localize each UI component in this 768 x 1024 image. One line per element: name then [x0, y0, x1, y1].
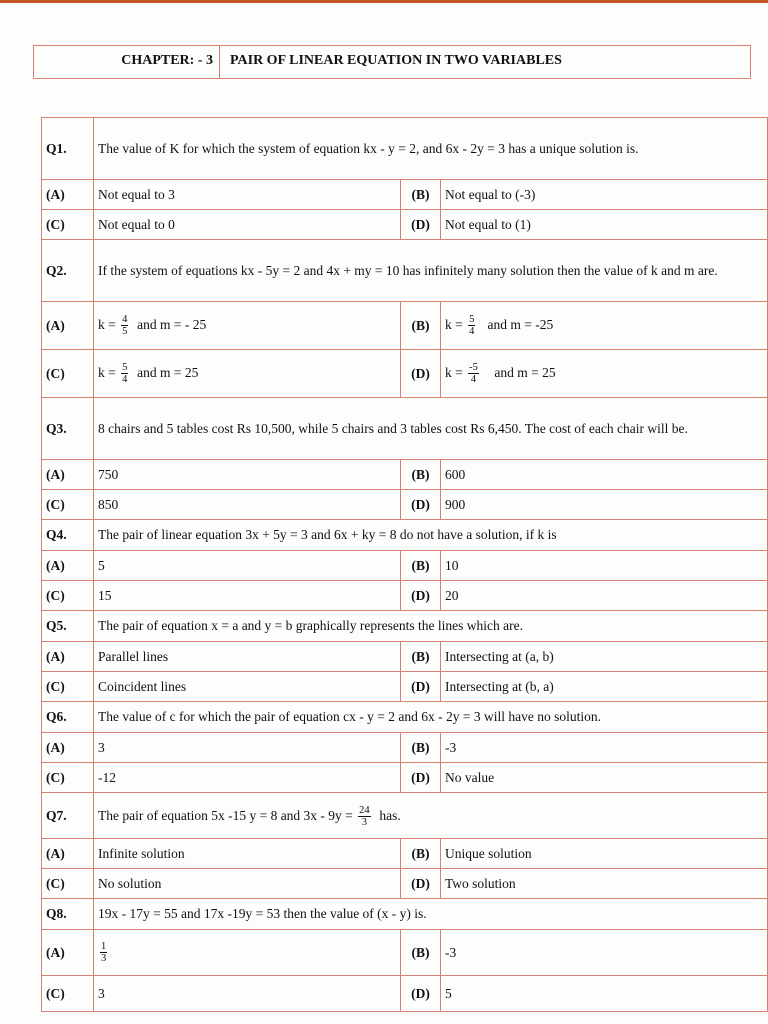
- fraction-denominator: 5: [122, 326, 128, 337]
- fraction: [100, 941, 107, 964]
- fraction-numerator: 1: [101, 941, 107, 952]
- question-text: 19x - 17y = 55 and 17x -19y = 53 then the value of (x - y) is.: [94, 899, 768, 930]
- option-text: -12: [94, 763, 401, 793]
- question-text: If the system of equations kx - 5y = 2 and 4x + my = 10 has infinitely many solution then the value of k and m are.: [94, 240, 768, 302]
- question-row: [42, 520, 768, 551]
- option-text: Parallel lines: [94, 642, 401, 672]
- question-text: The pair of linear equation 3x + 5y = 3 and 6x + ky = 8 do not have a solution, if k is: [94, 520, 768, 551]
- option-text: 5: [94, 551, 401, 581]
- question-row: [42, 398, 768, 460]
- chapter-title: PAIR OF LINEAR EQUATION IN TWO VARIABLES: [230, 53, 562, 68]
- option-text: 3: [94, 976, 401, 1012]
- math-prefix: k =: [98, 316, 116, 332]
- question-label: Q4.: [42, 520, 94, 551]
- question-label: Q8.: [42, 899, 94, 930]
- math-prefix: k =: [445, 316, 463, 332]
- option-text: No value: [441, 763, 768, 793]
- question-row: [42, 702, 768, 733]
- option-text: 15: [94, 581, 401, 611]
- option-label: (B): [401, 930, 441, 976]
- math-suffix: has.: [379, 807, 401, 823]
- option-row: [42, 930, 768, 976]
- option-label: (C): [42, 672, 94, 702]
- fraction-denominator: 3: [101, 953, 107, 964]
- chapter-header: [33, 45, 751, 79]
- option-label: (C): [42, 350, 94, 398]
- math-suffix: and m = 25: [137, 364, 199, 380]
- question-row: [42, 118, 768, 180]
- math-suffix: and m = -25: [487, 316, 554, 332]
- question-text: The value of c for which the pair of equation cx - y = 2 and 6x - 2y = 3 will have no solution.: [94, 702, 768, 733]
- option-row: [42, 839, 768, 869]
- fraction-numerator: 24: [359, 804, 370, 816]
- option-label: (A): [42, 839, 94, 869]
- option-label: (D): [401, 763, 441, 793]
- option-math: [94, 350, 401, 398]
- option-row: [42, 976, 768, 1012]
- fraction-numerator: 4: [122, 314, 128, 325]
- fraction: [121, 314, 128, 337]
- question-text: The pair of equation x = a and y = b graphically represents the lines which are.: [94, 611, 768, 642]
- question-label: Q2.: [42, 240, 94, 302]
- option-text: 10: [441, 551, 768, 581]
- option-math: [441, 350, 768, 398]
- option-label: (D): [401, 976, 441, 1012]
- option-row: [42, 581, 768, 611]
- option-text: No solution: [94, 869, 401, 899]
- option-label: (A): [42, 642, 94, 672]
- question-text: The value of K for which the system of equation kx - y = 2, and 6x - 2y = 3 has a unique solution is.: [94, 118, 768, 180]
- option-row: [42, 551, 768, 581]
- option-text: 20: [441, 581, 768, 611]
- top-border-line: [0, 0, 768, 3]
- option-label: (C): [42, 976, 94, 1012]
- option-label: (C): [42, 581, 94, 611]
- option-label: (A): [42, 733, 94, 763]
- fraction-denominator: 3: [361, 816, 368, 828]
- fraction-denominator: 4: [470, 374, 477, 385]
- option-text: 600: [441, 460, 768, 490]
- option-label: (B): [401, 642, 441, 672]
- questions-table: [41, 117, 768, 1012]
- option-label: (D): [401, 210, 441, 240]
- option-label: (C): [42, 869, 94, 899]
- fraction: [468, 314, 475, 337]
- option-label: (B): [401, 180, 441, 210]
- math-prefix: k =: [98, 364, 116, 380]
- option-text: Not equal to (-3): [441, 180, 768, 210]
- option-row: [42, 460, 768, 490]
- option-label: (C): [42, 490, 94, 520]
- option-row: [42, 733, 768, 763]
- option-row: [42, 672, 768, 702]
- option-text: 750: [94, 460, 401, 490]
- fraction: [468, 362, 479, 385]
- option-row: [42, 302, 768, 350]
- option-label: (C): [42, 763, 94, 793]
- option-label: (C): [42, 210, 94, 240]
- option-label: (D): [401, 581, 441, 611]
- fraction-numerator: 5: [122, 362, 128, 373]
- option-text: Coincident lines: [94, 672, 401, 702]
- option-text: Not equal to 0: [94, 210, 401, 240]
- option-row: [42, 180, 768, 210]
- option-text: Intersecting at (b, a): [441, 672, 768, 702]
- question-math: [94, 793, 768, 839]
- option-label: (B): [401, 551, 441, 581]
- question-row: [42, 611, 768, 642]
- option-row: [42, 642, 768, 672]
- option-text: -3: [441, 733, 768, 763]
- chapter-number: CHAPTER: - 3: [34, 46, 220, 78]
- fraction: [121, 362, 128, 385]
- question-label: Q7.: [42, 793, 94, 839]
- question-row: [42, 793, 768, 839]
- option-label: (A): [42, 460, 94, 490]
- question-row: [42, 899, 768, 930]
- option-text: Intersecting at (a, b): [441, 642, 768, 672]
- option-label: (D): [401, 869, 441, 899]
- option-row: [42, 490, 768, 520]
- question-label: Q1.: [42, 118, 94, 180]
- option-math: [94, 302, 401, 350]
- option-label: (B): [401, 460, 441, 490]
- option-math: [94, 930, 401, 976]
- option-row: [42, 210, 768, 240]
- option-text: Not equal to (1): [441, 210, 768, 240]
- question-label: Q3.: [42, 398, 94, 460]
- fraction-denominator: 4: [469, 326, 475, 337]
- option-label: (B): [401, 839, 441, 869]
- math-suffix: and m = - 25: [137, 316, 207, 332]
- option-text: 5: [441, 976, 768, 1012]
- option-text: Infinite solution: [94, 839, 401, 869]
- option-text: 3: [94, 733, 401, 763]
- option-label: (A): [42, 180, 94, 210]
- option-text: -3: [441, 930, 768, 976]
- question-text: 8 chairs and 5 tables cost Rs 10,500, while 5 chairs and 3 tables cost Rs 6,450. The cost of each chair will be.: [94, 398, 768, 460]
- option-math: [441, 302, 768, 350]
- option-label: (B): [401, 302, 441, 350]
- option-text: Two solution: [441, 869, 768, 899]
- fraction-numerator: 5: [469, 314, 475, 325]
- option-row: [42, 350, 768, 398]
- option-label: (D): [401, 350, 441, 398]
- option-label: (D): [401, 490, 441, 520]
- math-prefix: The pair of equation 5x -15 y = 8 and 3x - 9y =: [98, 807, 353, 823]
- math-prefix: k =: [445, 364, 463, 380]
- option-text: 900: [441, 490, 768, 520]
- option-row: [42, 869, 768, 899]
- option-label: (A): [42, 302, 94, 350]
- option-text: Unique solution: [441, 839, 768, 869]
- option-text: Not equal to 3: [94, 180, 401, 210]
- question-label: Q5.: [42, 611, 94, 642]
- option-label: (B): [401, 733, 441, 763]
- option-label: (A): [42, 930, 94, 976]
- question-label: Q6.: [42, 702, 94, 733]
- question-row: [42, 240, 768, 302]
- option-text: 850: [94, 490, 401, 520]
- fraction: [358, 805, 371, 828]
- fraction-numerator: -5: [469, 362, 478, 373]
- fraction-denominator: 4: [122, 374, 128, 385]
- math-suffix: and m = 25: [494, 364, 556, 380]
- option-row: [42, 763, 768, 793]
- option-label: (D): [401, 672, 441, 702]
- option-label: (A): [42, 551, 94, 581]
